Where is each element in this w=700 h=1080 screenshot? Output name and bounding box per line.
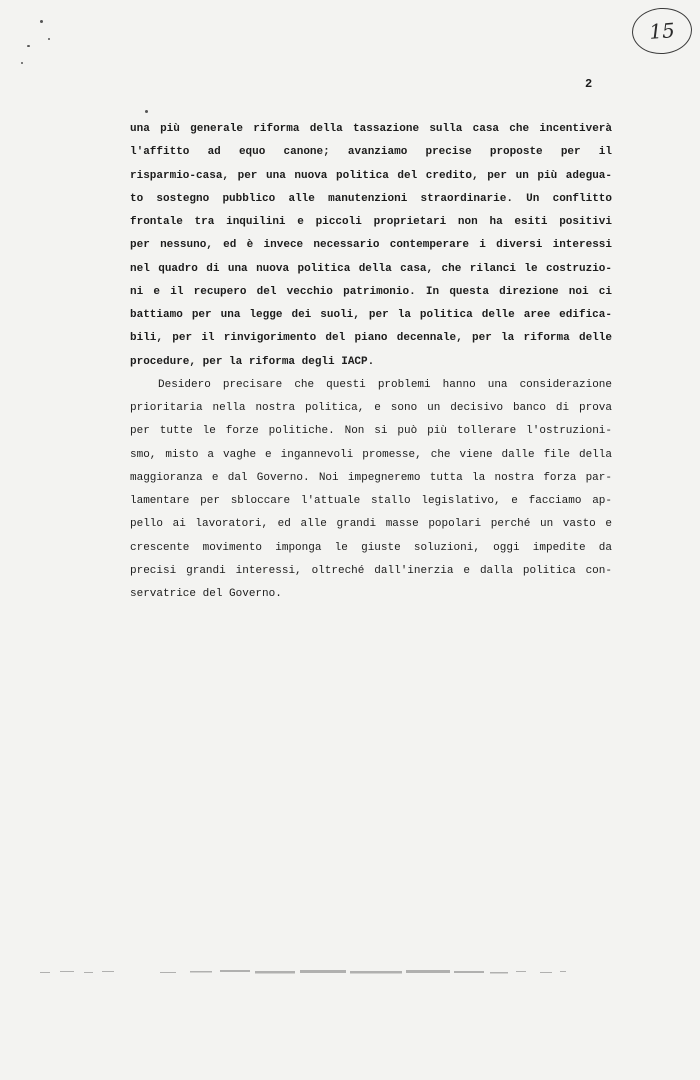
scan-speck bbox=[21, 62, 23, 64]
text-line: prioritaria nella nostra politica, e sono un decisivo banco di prova bbox=[130, 402, 612, 414]
text-line: to sostegno pubblico alle manutenzioni straordinarie. Un conflitto bbox=[130, 192, 612, 205]
text-line: precisi grandi interessi, oltreché dall'inerzia e dalla politica con- bbox=[130, 564, 612, 577]
text-line: smo, misto a vaghe e ingannevoli promesse, che viene dalle file della bbox=[130, 448, 612, 461]
scan-speck bbox=[27, 45, 30, 47]
stamp-number: 15 bbox=[648, 18, 676, 44]
text-line: lamentare per sbloccare l'attuale stallo legislativo, e facciamo ap- bbox=[130, 495, 612, 507]
text-line: Desidero precisare che questi problemi hanno una considerazione bbox=[158, 378, 612, 391]
text-line: servatrice del Governo. bbox=[130, 588, 282, 600]
scan-speck bbox=[40, 20, 43, 23]
text-line: per tutte le forze politiche. Non si può più tollerare l'ostruzioni- bbox=[130, 425, 612, 438]
text-line: l'affitto ad equo canone; avanziamo precise proposte per il bbox=[130, 146, 612, 159]
paragraph-2 bbox=[130, 374, 612, 607]
scan-speck bbox=[48, 38, 50, 40]
scan-speck bbox=[145, 110, 148, 113]
page-stamp bbox=[630, 6, 693, 56]
text-line: risparmio-casa, per una nuova politica del credito, per un più adegua- bbox=[130, 169, 612, 182]
paragraph-1 bbox=[130, 118, 612, 374]
text-line: crescente movimento imponga le giuste soluzioni, oggi impedite da bbox=[130, 541, 612, 554]
text-line: per nessuno, ed è invece necessario contemperare i diversi interessi bbox=[130, 239, 612, 252]
text-line: battiamo per una legge dei suoli, per la politica delle aree edifica- bbox=[130, 309, 612, 321]
text-line: ni e il recupero del vecchio patrimonio. In questa direzione noi ci bbox=[130, 285, 612, 298]
body-text bbox=[130, 118, 612, 606]
scan-noise-strip bbox=[40, 966, 570, 978]
text-line: bili, per il rinvigorimento del piano decennale, per la riforma delle bbox=[130, 332, 612, 345]
text-line: nel quadro di una nuova politica della casa, che rilanci le costruzio- bbox=[130, 262, 612, 275]
page-number: 2 bbox=[585, 77, 593, 91]
text-line: una più generale riforma della tassazione sulla casa che incentiverà bbox=[130, 123, 612, 135]
text-line: pello ai lavoratori, ed alle grandi masse popolari perché un vasto e bbox=[130, 518, 612, 531]
text-line: frontale tra inquilini e piccoli proprietari non ha esiti positivi bbox=[130, 216, 612, 228]
text-line: maggioranza e dal Governo. Noi impegneremo tutta la nostra forza par- bbox=[130, 471, 612, 484]
text-line: procedure, per la riforma degli IACP. bbox=[130, 355, 375, 368]
